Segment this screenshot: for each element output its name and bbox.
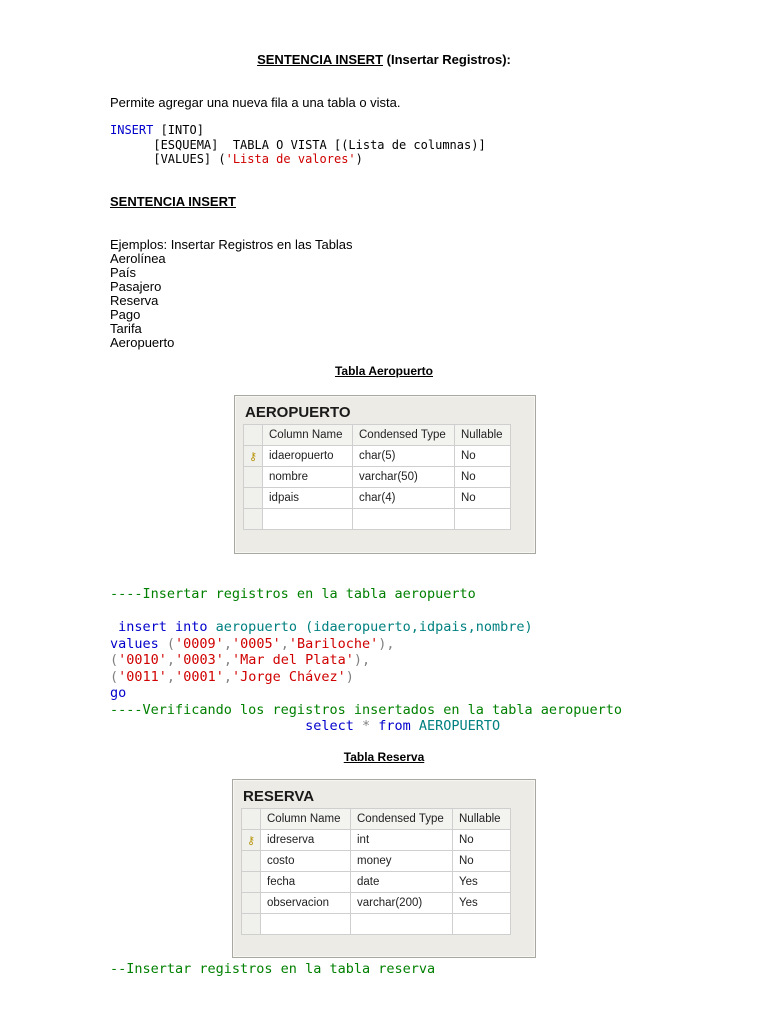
cell-name: costo — [261, 851, 351, 872]
code-insert-kw: insert into — [110, 619, 208, 635]
cell-name: nombre — [263, 467, 353, 488]
syntax-into: [INTO] — [153, 123, 204, 137]
syntax-line3b: ) — [355, 152, 363, 166]
code-string: '0001' — [175, 668, 224, 685]
code-go-kw: go — [110, 685, 127, 701]
cell-type: date — [351, 872, 453, 893]
code-string: 'Bariloche' — [288, 635, 379, 652]
code-string: '0003' — [175, 652, 224, 668]
code-values-kw: values — [110, 635, 159, 652]
heading-bold-part: SENTENCIA INSERT — [257, 52, 384, 67]
cell-nullable: Yes — [453, 872, 511, 893]
cell-type: char(5) — [353, 446, 455, 467]
schema-grid — [243, 424, 511, 530]
section-heading-insert — [0, 52, 768, 67]
code-string: '0010' — [118, 652, 167, 668]
cell-name: observacion — [261, 893, 351, 914]
syntax-line2: [ESQUEMA] TABLA O VISTA [(Lista de columnas)] — [110, 137, 486, 152]
cell-name: idaeropuerto — [263, 446, 353, 467]
syntax-line3a: [VALUES] ( — [110, 152, 226, 166]
header-condensed-type: Condensed Type — [351, 809, 453, 830]
table-row — [244, 467, 511, 488]
code-from-kw: from — [378, 718, 411, 734]
cell-name: fecha — [261, 872, 351, 893]
code-string: '0009' — [175, 635, 224, 652]
code-string: '0011' — [118, 668, 167, 685]
cell-type: varchar(200) — [351, 893, 453, 914]
code-string: '0005' — [231, 635, 281, 652]
list-item: Pasajero — [110, 279, 162, 294]
header-nullable: Nullable — [455, 425, 511, 446]
cell-name: idreserva — [261, 830, 351, 851]
primary-key-icon: ⚷ — [246, 834, 256, 847]
cell-name: idpais — [263, 488, 353, 509]
primary-key-icon: ⚷ — [248, 450, 258, 463]
code-columns: (idaeropuerto,idpais,nombre) — [296, 619, 533, 635]
cell-nullable: No — [455, 467, 511, 488]
list-item: Tarifa — [110, 321, 142, 336]
list-item: Pago — [110, 307, 141, 322]
grid-header-row — [244, 425, 511, 446]
header-column-name: Column Name — [261, 809, 351, 830]
syntax-values-str: 'Lista de valores' — [225, 152, 356, 166]
grid-header-row — [242, 809, 511, 830]
table-row — [242, 830, 511, 851]
header-column-name: Column Name — [263, 425, 353, 446]
heading-rest: (Insertar Registros): — [383, 52, 511, 67]
code-comment: ----Verificando los registros insertados en la tabla aeropuerto — [110, 701, 623, 718]
syntax-insert-kw: INSERT — [110, 123, 154, 137]
table-title: RESERVA — [243, 788, 315, 805]
cell-nullable: No — [453, 851, 511, 872]
table-row — [242, 872, 511, 893]
table-row — [242, 893, 511, 914]
table-row — [244, 446, 511, 467]
section-heading-insert-2: SENTENCIA INSERT — [110, 194, 236, 209]
header-nullable: Nullable — [453, 809, 511, 830]
intro-text: Permite agregar una nueva fila a una tabla o vista. — [110, 95, 401, 110]
code-star: * — [353, 718, 379, 734]
cell-type: money — [351, 851, 453, 872]
examples-list — [110, 238, 353, 350]
cell-nullable: No — [455, 488, 511, 509]
cell-type: char(4) — [353, 488, 455, 509]
table-row-empty — [244, 509, 511, 530]
table-row-empty — [242, 914, 511, 935]
code-string: 'Jorge Chávez' — [231, 668, 346, 685]
table-image-aeropuerto — [234, 395, 536, 554]
table-row — [244, 488, 511, 509]
code-string: 'Mar del Plata' — [231, 652, 354, 668]
table-caption-aeropuerto: Tabla Aeropuerto — [334, 364, 433, 378]
code-comment: ----Insertar registros en la tabla aeropuerto — [110, 586, 476, 602]
cell-nullable: No — [453, 830, 511, 851]
cell-nullable: No — [455, 446, 511, 467]
examples-lead: Ejemplos: Insertar Registros en las Tablas — [110, 237, 353, 252]
list-item: Reserva — [110, 293, 159, 308]
code-comment: --Insertar registros en la tabla reserva — [110, 961, 436, 977]
cell-type: varchar(50) — [353, 467, 455, 488]
code-block-aeropuerto: ----Insertar registros en la tabla aeropuerto insert into aeropuerto (idaeropuerto,idpais,nombre) values ('0009','0005','Bariloche'), ('0010','0003','Mar del Plata'), ('0011','0001','Jorge Chávez') go ----Verificando los registros insertados en la tabla aeropuerto select * from AEROPUERTO — [110, 586, 623, 734]
header-condensed-type: Condensed Type — [353, 425, 455, 446]
table-title: AEROPUERTO — [245, 404, 351, 421]
cell-nullable: Yes — [453, 893, 511, 914]
list-item: País — [110, 265, 137, 280]
table-row — [242, 851, 511, 872]
schema-grid — [241, 808, 511, 935]
table-image-reserva — [232, 779, 536, 958]
syntax-block — [110, 123, 486, 167]
list-item: Aerolínea — [110, 251, 166, 266]
table-caption-reserva: Tabla Reserva — [343, 750, 425, 764]
code-block-reserva — [110, 961, 435, 978]
list-item: Aeropuerto — [110, 335, 175, 350]
code-table-name: aeropuerto — [207, 619, 297, 635]
cell-type: int — [351, 830, 453, 851]
code-select-table: AEROPUERTO — [410, 718, 501, 734]
code-select-kw: select — [305, 718, 354, 734]
